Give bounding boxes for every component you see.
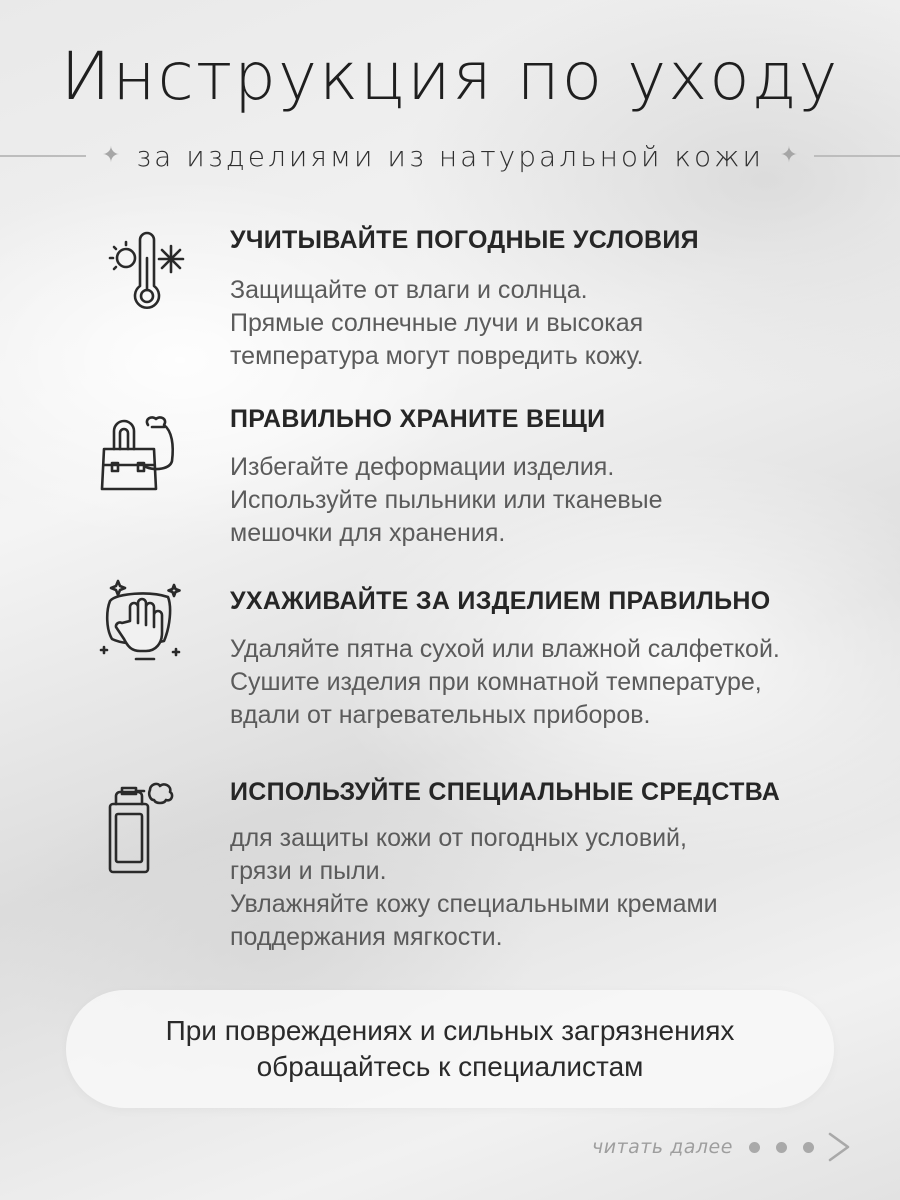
- section-line: Увлажняйте кожу специальными кремами: [230, 890, 718, 918]
- subtitle-left-rule: [0, 155, 86, 157]
- section-heading: УЧИТЫВАЙТЕ ПОГОДНЫЕ УСЛОВИЯ: [230, 226, 699, 254]
- hand-wiping-cloth-icon: [96, 577, 186, 667]
- subtitle-row: [0, 136, 900, 176]
- section-text: [230, 822, 718, 954]
- thermometer-weather-icon: [104, 228, 194, 318]
- read-more-label: читать далее: [592, 1136, 733, 1158]
- banner-line: обращайтесь к специалистам: [256, 1051, 644, 1082]
- read-more-link[interactable]: [592, 1130, 854, 1164]
- sparkle-right-icon: ✦: [779, 143, 799, 168]
- section-weather: [0, 222, 900, 372]
- section-line: вдали от нагревательных приборов.: [230, 701, 651, 729]
- section-line: Защищайте от влаги и солнца.: [230, 276, 588, 304]
- section-text: [230, 633, 780, 732]
- section-heading: УХАЖИВАЙТЕ ЗА ИЗДЕЛИЕМ ПРАВИЛЬНО: [230, 587, 771, 615]
- dot-icon: [749, 1142, 760, 1153]
- dot-icon: [803, 1142, 814, 1153]
- section-line: температура могут повредить кожу.: [230, 342, 644, 370]
- section-line: Прямые солнечные лучи и высокая: [230, 309, 644, 337]
- spray-can-icon: [96, 780, 186, 876]
- section-care: [0, 585, 900, 735]
- section-line: Сушите изделия при комнатной температуре,: [230, 668, 762, 696]
- section-line: Избегайте деформации изделия.: [230, 453, 615, 481]
- specialist-banner: [66, 990, 834, 1108]
- section-line: поддержания мягкости.: [230, 923, 503, 951]
- section-line: для защиты кожи от погодных условий,: [230, 824, 687, 852]
- sparkle-left-icon: ✦: [101, 143, 121, 168]
- page-title: Инструкция по уходу: [60, 38, 840, 115]
- section-heading: ПРАВИЛЬНО ХРАНИТЕ ВЕЩИ: [230, 405, 606, 433]
- section-line: Используйте пыльники или тканевые: [230, 486, 663, 514]
- chevron-right-icon: [824, 1130, 854, 1164]
- subtitle-right-rule: [814, 155, 900, 157]
- dot-icon: [776, 1142, 787, 1153]
- bag-and-dust-bag-icon: [96, 405, 186, 495]
- section-products: [0, 778, 900, 968]
- subtitle: за изделиями из натуральной кожи: [136, 139, 764, 173]
- section-text: [230, 274, 644, 373]
- section-storage: [0, 403, 900, 553]
- section-heading: ИСПОЛЬЗУЙТЕ СПЕЦИАЛЬНЫЕ СРЕДСТВА: [230, 778, 781, 806]
- section-line: Удаляйте пятна сухой или влажной салфеткой.: [230, 635, 780, 663]
- banner-line: При повреждениях и сильных загрязнениях: [165, 1015, 735, 1046]
- section-line: мешочки для хранения.: [230, 519, 506, 547]
- section-line: грязи и пыли.: [230, 857, 387, 885]
- section-text: [230, 451, 663, 550]
